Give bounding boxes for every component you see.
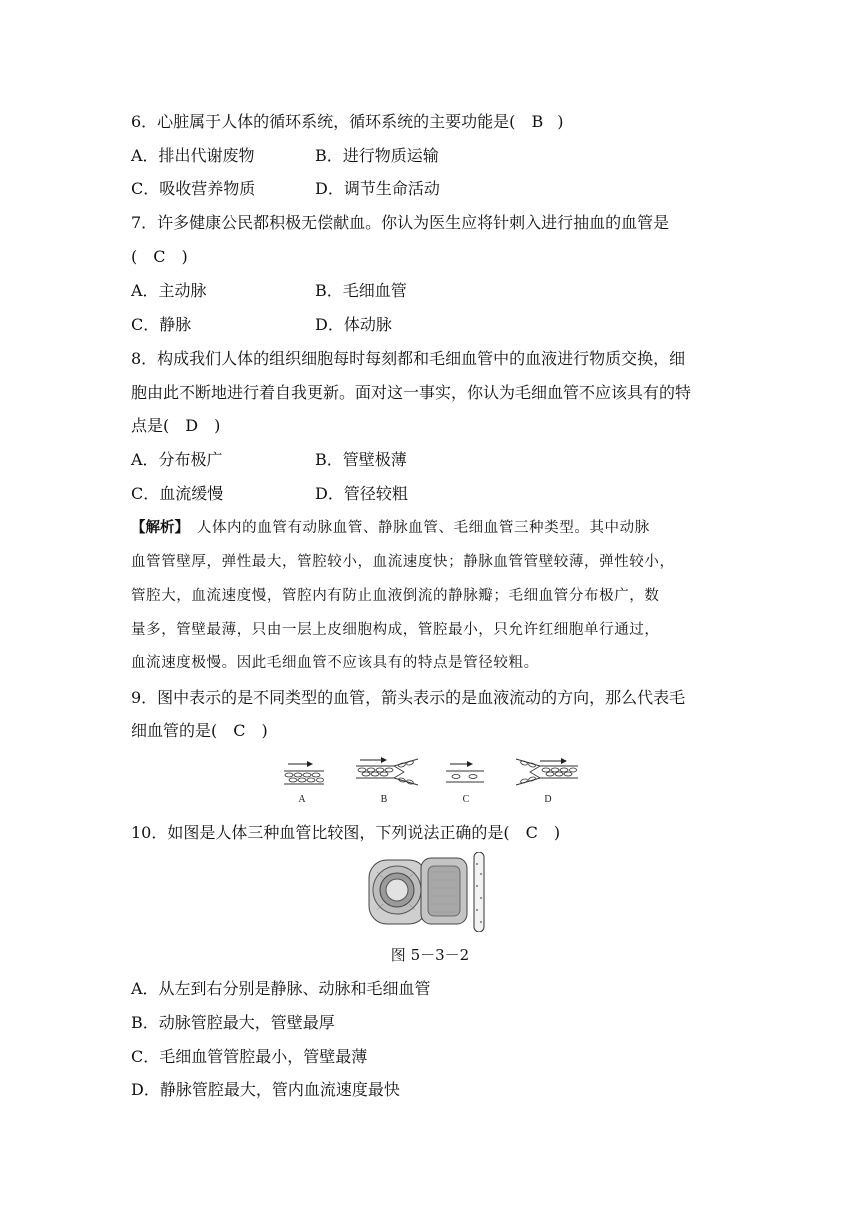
q7-stem-close: ) bbox=[181, 247, 188, 266]
q9-stem-line2 bbox=[131, 721, 268, 741]
blood-vessel-types-figure bbox=[278, 755, 588, 807]
q10-option-c: C．毛细血管管腔最小，管壁最薄 bbox=[131, 1047, 368, 1066]
q6-stem bbox=[131, 112, 563, 132]
q8-explanation-line5: 血流速度极慢。因此毛细血管不应该具有的特点是管径较粗。 bbox=[131, 655, 539, 671]
q9-answer: C bbox=[233, 721, 246, 740]
three-vessels-comparison-figure bbox=[363, 852, 493, 932]
figure-label-b: B bbox=[380, 794, 388, 805]
q9-stem-text: 细血管的是( bbox=[131, 721, 218, 740]
q10-option-a: A．从左到右分别是静脉、动脉和毛细血管 bbox=[131, 979, 431, 998]
q8-stem-line3 bbox=[131, 416, 220, 436]
q6-answer: B bbox=[531, 112, 544, 131]
explanation-text: 人体内的血管有动脉血管、静脉血管、毛细血管三种类型。其中动脉 bbox=[196, 520, 650, 536]
q8-explanation-line4: 量多，管壁最薄，只由一层上皮细胞构成，管腔最小，只允许红细胞单行通过， bbox=[131, 622, 660, 638]
q8-option-d: D．管径较粗 bbox=[315, 484, 408, 503]
artery-cross-section bbox=[369, 860, 427, 924]
q8-stem-line1: 8．构成我们人体的组织细胞每时每刻都和毛细血管中的血液进行物质交换，细 bbox=[131, 349, 686, 368]
q7-stem-open: ( bbox=[131, 247, 138, 266]
q8-stem-text: 点是( bbox=[131, 416, 170, 435]
vessel-c-drawing bbox=[446, 764, 484, 782]
q8-stem-line2: 胞由此不断地进行着自我更新。面对这一事实，你认为毛细血管不应该具有的特 bbox=[131, 383, 692, 402]
figure-label-a: A bbox=[298, 794, 306, 805]
q8-explanation-line1 bbox=[131, 518, 650, 538]
q6-option-a: A．排出代谢废物 bbox=[131, 146, 255, 165]
vessel-b-drawing bbox=[356, 759, 418, 785]
capillary-drawing bbox=[474, 852, 484, 932]
q8-explanation-line2: 血管管壁厚，弹性最大，管腔较小，血流速度快；静脉血管管壁较薄，弹性较小， bbox=[131, 554, 675, 570]
q6-option-d: D．调节生命活动 bbox=[315, 179, 440, 198]
q8-stem-close: ) bbox=[214, 416, 221, 435]
q10-stem bbox=[131, 823, 560, 843]
explanation-label: 【解析】 bbox=[131, 519, 189, 536]
q7-stem-line2 bbox=[131, 247, 188, 267]
q7-option-d: D．体动脉 bbox=[315, 315, 392, 334]
q9-stem-close: ) bbox=[261, 721, 268, 740]
q6-stem-text: 6．心脏属于人体的循环系统，循环系统的主要功能是( bbox=[131, 112, 516, 131]
q6-option-c: C．吸收营养物质 bbox=[131, 179, 256, 198]
q8-option-a: A．分布极广 bbox=[131, 450, 223, 469]
q8-option-b: B．管壁极薄 bbox=[315, 450, 407, 469]
q7-option-a: A．主动脉 bbox=[131, 281, 207, 300]
q9-stem-line1: 9．图中表示的是不同类型的血管，箭头表示的是血液流动的方向，那么代表毛 bbox=[131, 688, 686, 707]
q10-stem-close: ) bbox=[553, 823, 561, 842]
figure-caption: 图 5－3－2 bbox=[390, 946, 470, 964]
figure-label-c: C bbox=[462, 794, 470, 805]
q7-stem-line1: 7．许多健康公民都积极无偿献血。你认为医生应将针刺入进行抽血的血管是 bbox=[131, 213, 670, 232]
q7-option-b: B．毛细血管 bbox=[315, 281, 407, 300]
q10-stem-text: 10．如图是人体三种血管比较图，下列说法正确的是( bbox=[131, 823, 510, 842]
vein-cross-section bbox=[421, 858, 467, 924]
figure-label-d: D bbox=[544, 794, 552, 805]
q7-option-c: C．静脉 bbox=[131, 315, 192, 334]
q7-answer: C bbox=[153, 247, 166, 266]
q10-option-d: D．静脉管腔最大，管内血流速度最快 bbox=[131, 1080, 400, 1099]
q10-answer: C bbox=[525, 823, 538, 842]
vessel-d-drawing bbox=[516, 759, 578, 785]
vessel-a-drawing bbox=[284, 764, 324, 784]
q8-option-c: C．血流缓慢 bbox=[131, 484, 224, 503]
q8-explanation-line3: 管腔大，血流速度慢，管腔内有防止血液倒流的静脉瓣；毛细血管分布极广，数 bbox=[131, 588, 660, 604]
q10-option-b: B．动脉管腔最大，管壁最厚 bbox=[131, 1013, 335, 1032]
q8-answer: D bbox=[185, 416, 199, 435]
q6-stem-close: ) bbox=[557, 112, 564, 131]
q6-option-b: B．进行物质运输 bbox=[315, 146, 439, 165]
